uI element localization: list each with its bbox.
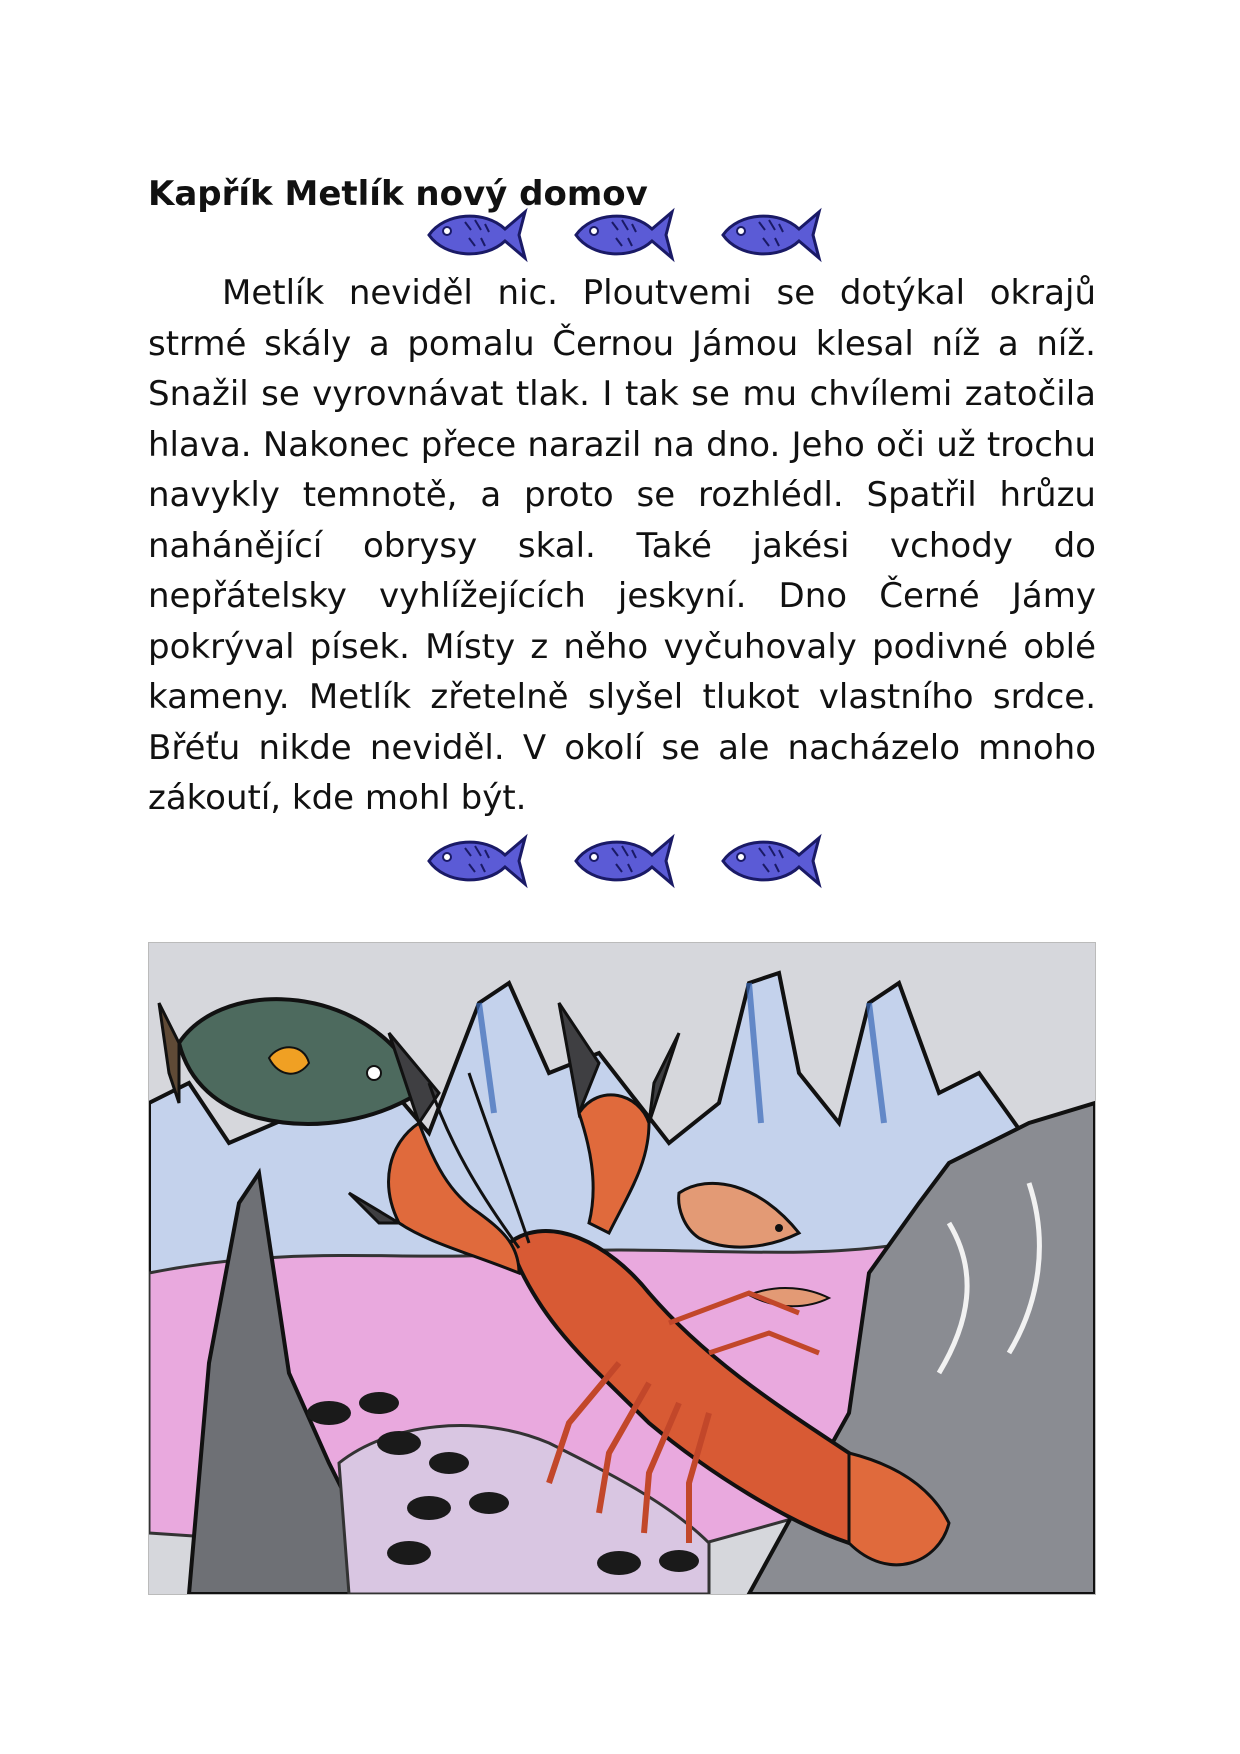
blue-fish-icon	[719, 830, 825, 892]
page-title: Kapřík Metlík nový domov	[148, 173, 648, 214]
blue-fish-icon	[572, 830, 678, 892]
blue-fish-icon	[425, 830, 531, 892]
fish-divider-bottom	[425, 828, 825, 894]
story-paragraph: Metlík neviděl nic. Ploutvemi se dotýkal okrajů strmé skály a pomalu Černou Jámou klesal níž a níž. Snažil se vyrovnávat tlak. I tak se mu chvílemi zatočila hlava. Nakonec přece narazil na dno. Jeho oči už trochu navykly temnotě, a proto se rozhlédl. Spatřil hrůzu nahánějící obrysy skal. Také jakési vchody do nepřátelsky vyhlížejících jeskyní. Dno Černé Jámy pokrýval písek. Místy z něho vyčuhovaly podivné oblé kameny. Metlík zřetelně slyšel tlukot vlastního srdce. Břéťu nikde neviděl. V okolí se ale nacházelo mnoho zákoutí, kde mohl být.	[148, 273, 1096, 818]
blue-fish-icon	[425, 204, 531, 266]
illustration-drawing	[149, 943, 1095, 1594]
blue-fish-icon	[719, 204, 825, 266]
blue-fish-icon	[572, 204, 678, 266]
fish-divider-top	[425, 202, 825, 268]
story-illustration	[148, 942, 1096, 1595]
